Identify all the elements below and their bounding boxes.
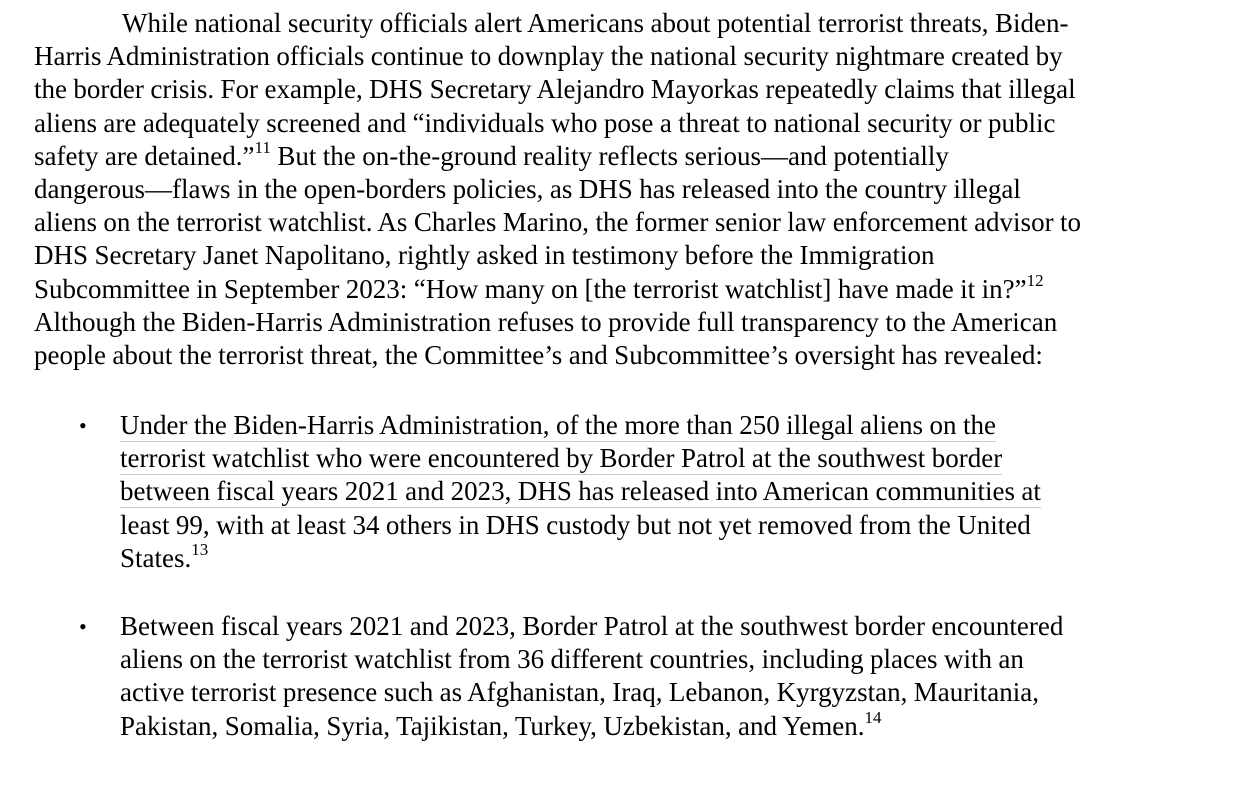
paragraph-line: Although the Biden-Harris Administration refuses to provide full transparency to the American	[34, 306, 1058, 337]
paragraph-line: dangerous—flaws in the open-borders policies, as DHS has released into the country illegal	[34, 174, 1021, 205]
paragraph-line: aliens are adequately screened and “individuals who pose a threat to national security or public	[34, 107, 1056, 138]
bullet-text	[120, 610, 1220, 743]
footnote-ref-12[interactable]: 12	[1026, 270, 1044, 290]
bullet-line	[120, 442, 1220, 475]
quote-text: Subcommittee in September 2023: “How many on [the terrorist watchlist] have made it in?”	[34, 273, 1027, 304]
bullet-line-with-footnote	[120, 539, 1220, 575]
paragraph-line: the border crisis. For example, DHS Secretary Alejandro Mayorkas repeatedly claims that illegal	[34, 74, 1076, 105]
bullet-line	[120, 409, 1220, 442]
paragraph-line: people about the terrorist threat, the Committee’s and Subcommittee’s oversight has revealed:	[34, 340, 1043, 371]
paragraph-line-with-footnote	[34, 270, 1184, 306]
paragraph-line: DHS Secretary Janet Napolitano, rightly asked in testimony before the Immigration	[34, 240, 935, 271]
linked-text[interactable]: Under the Biden-Harris Administration, of the more than 250 illegal aliens on the	[120, 410, 996, 440]
bullet-marker: •	[79, 413, 87, 438]
bullet-line: least 99, with at least 34 others in DHS custody but not yet removed from the United	[120, 509, 1031, 540]
bullet-line-text: Pakistan, Somalia, Syria, Tajikistan, Turkey, Uzbekistan, and Yemen.	[120, 710, 865, 741]
quote-text: But the on-the-ground reality reflects serious—and potentially	[277, 140, 949, 171]
bullet-line-text: States.	[120, 542, 192, 573]
bullet-text	[120, 409, 1220, 575]
bullet-line	[120, 475, 1220, 508]
footnote-ref-11[interactable]: 11	[254, 137, 271, 157]
paragraph-line: Harris Administration officials continue to downplay the national security nightmare created by	[34, 41, 1063, 72]
linked-text[interactable]: terrorist watchlist who were encountered by Border Patrol at the southwest border	[120, 443, 1003, 474]
quote-text: safety are detained.”	[34, 140, 255, 171]
linked-text[interactable]: between fiscal years 2021 and 2023, DHS has released into American communities at	[120, 476, 1041, 507]
bullet-line: active terrorist presence such as Afghanistan, Iraq, Lebanon, Kyrgyzstan, Mauritania,	[120, 677, 1039, 708]
body-paragraph	[34, 7, 1184, 372]
bullet-line-with-footnote	[120, 707, 1220, 743]
footnote-ref-13[interactable]: 13	[191, 539, 209, 559]
bullet-line: Between fiscal years 2021 and 2023, Border Patrol at the southwest border encountered	[120, 611, 1064, 641]
paragraph-line: While national security officials alert Americans about potential terrorist threats, Biden-	[122, 8, 1069, 38]
footnote-ref-14[interactable]: 14	[864, 707, 882, 727]
bullet-line: aliens on the terrorist watchlist from 36 different countries, including places with an	[120, 644, 1024, 675]
paragraph-line-with-footnote	[34, 137, 1184, 173]
paragraph-line: aliens on the terrorist watchlist. As Charles Marino, the former senior law enforcement advisor to	[34, 207, 1082, 238]
bullet-marker: •	[79, 614, 87, 639]
